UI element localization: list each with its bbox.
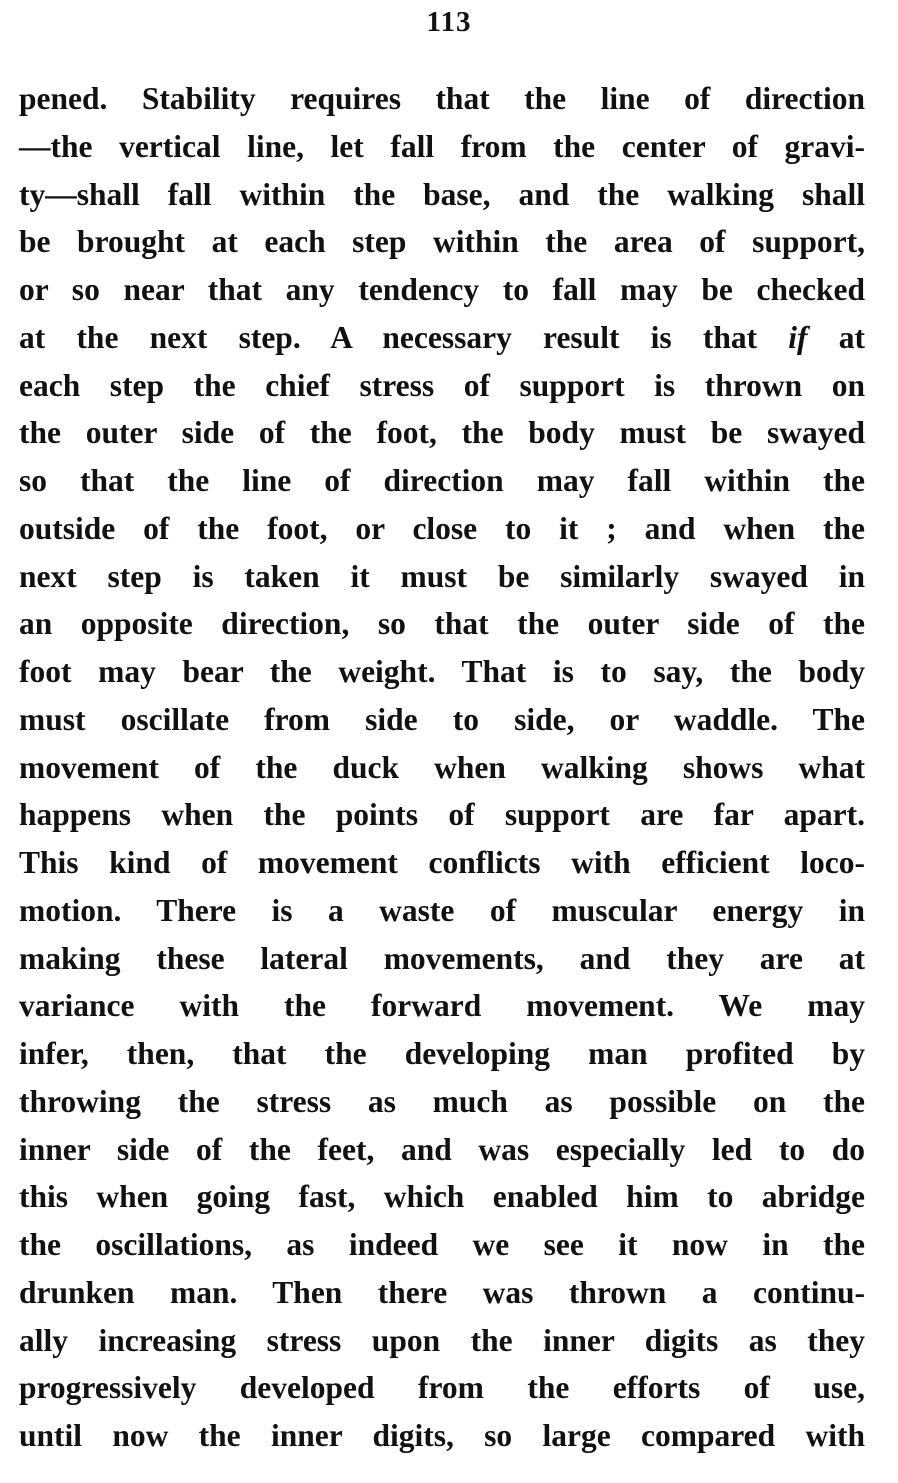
text-segment: at the next step. A necessary result is that (19, 319, 789, 355)
text-line: pened. Stability requires that the line of direction (19, 81, 865, 116)
text-line: infer, then, that the developing man profited by (19, 1036, 865, 1071)
text-line: motion. There is a waste of muscular energy in (19, 892, 865, 928)
text-line: progressively developed from the efforts of use, (19, 1370, 865, 1406)
text-line: ally increasing stress upon the inner digits as they (19, 1322, 865, 1358)
text-line: movement of the duck when walking shows what (19, 749, 865, 785)
text-line-with-emphasis (19, 314, 865, 362)
text-line: or so near that any tendency to fall may be checked (19, 272, 865, 307)
text-line: drunken man. Then there was thrown a continu- (19, 1274, 865, 1310)
text-line: making these lateral movements, and they are at (19, 940, 865, 976)
text-line: the outer side of the foot, the body must be swayed (19, 415, 865, 451)
body-text (19, 75, 865, 1460)
text-line: happens when the points of support are far apart. (19, 797, 865, 833)
text-segment: at (807, 319, 865, 355)
text-line: variance with the forward movement. We may (19, 988, 865, 1024)
text-line: —the vertical line, let fall from the center of gravi- (19, 128, 865, 164)
text-line: must oscillate from side to side, or waddle. The (19, 701, 865, 737)
text-line: each step the chief stress of support is thrown on (19, 367, 865, 403)
text-line: the oscillations, as indeed we see it now in the (19, 1227, 865, 1262)
text-line: be brought at each step within the area of support, (19, 224, 865, 260)
text-line: this when going fast, which enabled him to abridge (19, 1179, 865, 1215)
text-line: inner side of the feet, and was especially led to do (19, 1131, 865, 1167)
text-line: so that the line of direction may fall within the (19, 463, 865, 498)
text-line: an opposite direction, so that the outer side of the (19, 606, 865, 642)
page-number: 113 (426, 6, 472, 38)
text-line: throwing the stress as much as possible on the (19, 1083, 865, 1119)
text-line: until now the inner digits, so large compared with (19, 1418, 865, 1453)
text-line: This kind of movement conflicts with efficient loco- (19, 845, 865, 880)
text-line: outside of the foot, or close to it ; and when the (19, 510, 865, 546)
text-line: foot may bear the weight. That is to say, the body (19, 654, 865, 689)
text-line: next step is taken it must be similarly swayed in (19, 558, 865, 594)
italic-word: if (788, 319, 808, 355)
text-line: ty—shall fall within the base, and the walking shall (19, 176, 865, 212)
